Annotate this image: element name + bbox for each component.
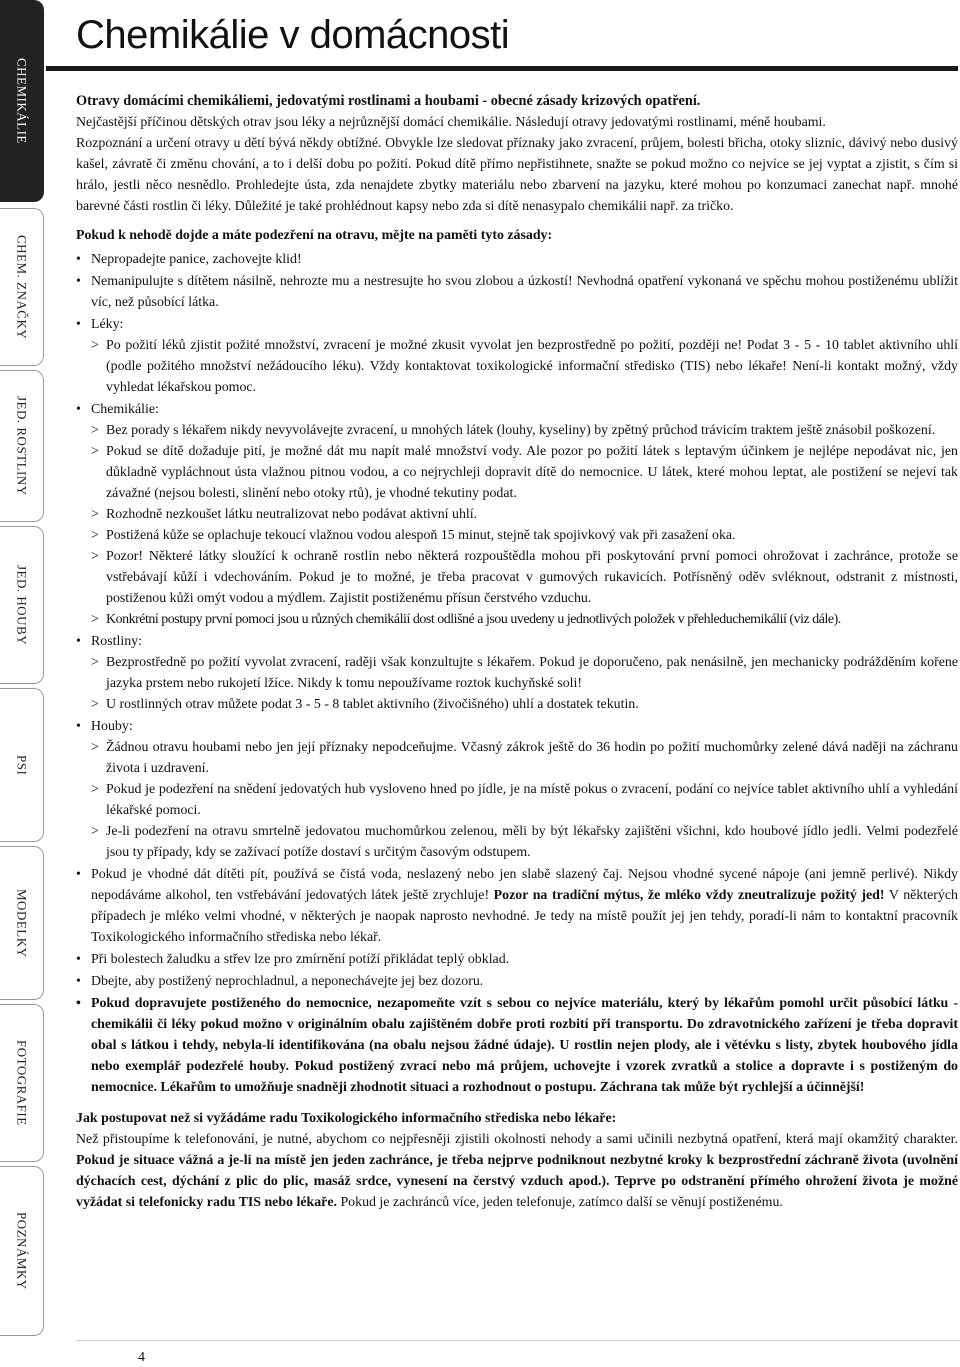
tab-label: PSI — [14, 754, 30, 776]
sub-item: > Pokud se dítě dožaduje pití, je možné dát mu napít malé množství vody. Ale pozor po požití látek s leptavým účinkem je nejlépe nepodávat nic, jen důkladně vypláchnout ústa vlažnou pitnou vodou, a co nejrychleji dopravit dítě do nemocnice. U látek, které mohou leptat, ale postižení se nejeví tak závažné (nejsou bolesti, slinění nebo otoky rtů), je vhodné tekutiny podat. — [91, 441, 958, 504]
lead-heading: Otravy domácími chemikáliemi, jedovatými rostlinami a houbami - obecné zásady krizových opatření. — [76, 93, 701, 109]
sub-item: > Je-li podezření na otravu smrtelně jedovatou muchomůrkou zelenou, měli by být lékařsky zajištěni všichni, kdo houbové jídlo jedli. Velmi podezřelé jsou ty případy, kdy se zažívací potíže dostaví s určitým časovým odstupem. — [91, 821, 958, 863]
sub-item: > U rostlinných otrav můžete podat 3 - 5 - 8 tablet aktivního (živočišného) uhlí a dostatek tekutin. — [91, 694, 958, 715]
page-number: 4 — [138, 1350, 145, 1365]
sub-item: > Pokud je podezření na snědení jedovatých hub vysloveno hned po jídle, je na místě pokus o zvracení, podání co nejvíce tablet aktivního uhlí a vyhledání lékařské pomoci. — [91, 779, 958, 821]
tab-label: FOTOGRAFIE — [14, 1040, 30, 1126]
list-item: • Pokud dopravujete postiženého do nemocnice, nezapomeňte vzít s sebou co nejvíce materiálu, který by lékařům pomohl určit působící látku - chemikálii či léky pokud možno v originálním obalu zajištěném dobře proti rozbití při transportu. Do zdravotnického zařízení je třeba dopravit obal s látkou i tehdy, nebyla-li identifikována (na obalu nejsou žádné údaje). U rostlin nejen plody, ale i větévku s listy, zbytek houbového jídla nebo exemplář podezřelé houby. Pokud postižený zvrací nebo má průjem, uchovejte i vzorek zvratků a stolice a dopravte i s postiženým do nemocnice. Lékařům to umožňuje snadněji zhodnotit situaci a rozhodnout o postupu. Záchrana tak může být rychlejší a účinnější! — [76, 993, 958, 1098]
section-label: Léky: — [91, 317, 124, 332]
tab-poznamky[interactable] — [0, 1166, 44, 1336]
text-run-bold: Pokud je situace vážná a je-li na místě jen jeden zachránce, je třeba nejprve podniknout nezbytné kroky k bezprostřední záchraně života (uvolnění dýchacích cest, dýchání z plic do plic, masáž srdce, vynesení na čerstvý vzduch apod.). Teprve po odstranění přímého ohrožení života je možné vyžádat si telefonicky radu TIS nebo lékaře. — [76, 1153, 958, 1210]
principles-list — [76, 249, 958, 1098]
list-item: • Dbejte, aby postižený neprochladnul, a neponechávejte jej bez dozoru. — [76, 971, 958, 992]
text-run: V některých případech je mléko velmi vhodné, v některých je naopak naprosto nevhodné. Je tedy na místě použít jej jen tehdy, poradí-li nám to kontaktní pracovník Toxikologického informačního střediska nebo lékař. — [91, 888, 958, 945]
list-item: • Nemanipulujte s dítětem násilně, nehrozte mu a nestresujte ho svou zlobou a úzkostí! Nevhodná opatření vykonaná ve spěchu mohou postiženému ublížit víc, než působící látka. — [76, 271, 958, 313]
tab-label: CHEM. ZNAČKY — [14, 234, 30, 340]
tab-label: JED. HOUBY — [14, 564, 30, 646]
sub-item: > Žádnou otravu houbami nebo jen její příznaky nepodceňujme. Včasný zákrok ještě do 36 hodin po požití muchomůrky zelené dává naději na záchranu života i uzdravení. — [91, 737, 958, 779]
tab-modelky[interactable] — [0, 846, 44, 1000]
sub-list — [91, 335, 958, 398]
tab-jed-houby[interactable] — [0, 526, 44, 684]
footer-divider — [76, 1340, 960, 1341]
list-item — [76, 864, 958, 948]
text-run: Pokud je zachránců více, jeden telefonuje, zatímco další se věnují postiženému. — [336, 1195, 783, 1210]
sub-list — [91, 652, 958, 715]
sub-item: > Po požití léků zjistit požité množství, zvracení je možné zkusit vyvolat jen bezprostředně po požití, později ne! Podat 3 - 5 - 10 tablet aktivního uhlí (podle požitého množství nežádoucího léku). Vždy kontaktovat toxikologické informační středisko (TIS) nebo lékaře! Není-li kontakt možný, vždy vyhledat lékařskou pomoc. — [91, 335, 958, 398]
tab-label: JED. ROSTLINY — [14, 396, 30, 496]
list-item: • Nepropadejte panice, zachovejte klid! — [76, 249, 958, 270]
list-item — [76, 314, 958, 398]
intro-paragraph: Rozpoznání a určení otravy u dětí bývá někdy obtížné. Obvykle lze sledovat příznaky jako zvracení, průjem, bolesti břicha, otoky sliznic, dávivý nebo dusivý kašel, závratě či změnu chování, a to i delší dobu po požití. Pokud dítě přímo nepřistihnete, snažte se pokud možno co nejvíce se jej vyptat a zjistit, s čím si hrálo, jestli něco nesnědlo. Prohledejte ústa, zda nenajdete zbytky materiálu nebo zbarvení na jazyku, které mohou po konzumaci zanechat např. mnohé barevné části rostlin či léky. Důležité je také prohlédnout kapsy nebo zda si dítě nenasypalo chemikálii např. za tričko. — [76, 136, 958, 214]
side-tab-bar — [0, 0, 46, 1340]
principles-heading: Pokud k nehodě dojde a máte podezření na otravu, mějte na paměti tyto zásady: — [76, 228, 553, 243]
tab-chem-znacky[interactable] — [0, 208, 44, 366]
sub-item: > Konkrétní postupy první pomoci jsou u různých chemikálií dost odlišné a jsou uvedeny u jednotlivých položek v přehleduchemikálií (viz dále). — [91, 609, 958, 630]
page-content — [76, 0, 958, 1213]
sub-item: > Bez porady s lékařem nikdy nevyvolávejte zvracení, u mnohých látek (louhy, kyseliny) by zpětný průchod trávicím traktem ještě znásobil poškození. — [91, 420, 958, 441]
title-divider — [46, 66, 958, 71]
tis-heading: Jak postupovat než si vyžádáme radu Toxikologického informačního střediska nebo lékaře: — [76, 1111, 617, 1126]
tab-psi[interactable] — [0, 688, 44, 842]
tab-label: POZNÁMKY — [14, 1212, 30, 1290]
intro-paragraph: Nejčastější příčinou dětských otrav jsou léky a nejrůznější domácí chemikálie. Následují otravy jedovatými rostlinami, méně houbami. — [76, 115, 826, 130]
tab-chemikalie[interactable] — [0, 0, 44, 202]
list-item — [76, 399, 958, 630]
list-item: • Při bolestech žaludku a střev lze pro zmírnění potíží přikládat teplý obklad. — [76, 949, 958, 970]
sub-item: > Pozor! Některé látky sloužící k ochraně rostlin nebo některá rozpouštědla mohou při poskytování první pomoci ohrožovat i zachránce, protože se vstřebávají kůží i vdechováním. Pokud je to možné, je třeba pracovat v gumových rukavicích. Potřísněný oděv svléknout, odstranit z místnosti, postiženou kůži omýt vodou a mýdlem. Zajistit postiženému přísun čerstvého vzduchu. — [91, 546, 958, 609]
sub-item: > Rozhodně nezkoušet látku neutralizovat nebo podávat aktivní uhlí. — [91, 504, 958, 525]
tab-jed-rostliny[interactable] — [0, 370, 44, 522]
tab-label: CHEMIKÁLIE — [14, 58, 30, 144]
sub-item: > Postižená kůže se oplachuje tekoucí vlažnou vodou alespoň 15 minut, stejně tak spojivkový vak při zasažení oka. — [91, 525, 958, 546]
text-run: Než přistoupíme k telefonování, je nutné, abychom co nejpřesněji zjistili okolnosti nehody a sami učinili nezbytná opatření, která mají okamžitý charakter. — [76, 1132, 958, 1147]
sub-item: > Bezprostředně po požití vyvolat zvracení, raději však konzultujte s lékařem. Pokud je doporučeno, pak nenásilně, jen mechanicky podrážděním kořene jazyka prstem nebo rukojetí lžíce. Nikdy k tomu nepoužívame roztok kuchyňské soli! — [91, 652, 958, 694]
text-run: Pokud je vhodné dát dítěti pít, používá se čistá voda, neslazený nebo jen slabě slazený čaj. Nejsou vhodné sycené nápoje (ani jemně perlivé). Nikdy nepodáváme alkohol, ten vstřebávání jedovatých látek ještě zrychluje! — [91, 867, 958, 903]
list-item — [76, 716, 958, 863]
tab-fotografie[interactable] — [0, 1004, 44, 1162]
intro-text — [76, 112, 958, 217]
tis-paragraph — [76, 1129, 958, 1213]
tab-label: MODELKY — [14, 888, 30, 958]
sub-list — [91, 737, 958, 863]
text-run-bold: Pozor na tradiční mýtus, že mléko vždy zneutralizuje požitý jed! — [493, 888, 885, 903]
list-item — [76, 631, 958, 715]
page-title: Chemikálie v domácnosti — [76, 13, 510, 57]
section-label: Rostliny: — [91, 634, 142, 649]
sub-list — [91, 420, 958, 630]
section-label: Chemikálie: — [91, 402, 159, 417]
section-label: Houby: — [91, 719, 133, 734]
